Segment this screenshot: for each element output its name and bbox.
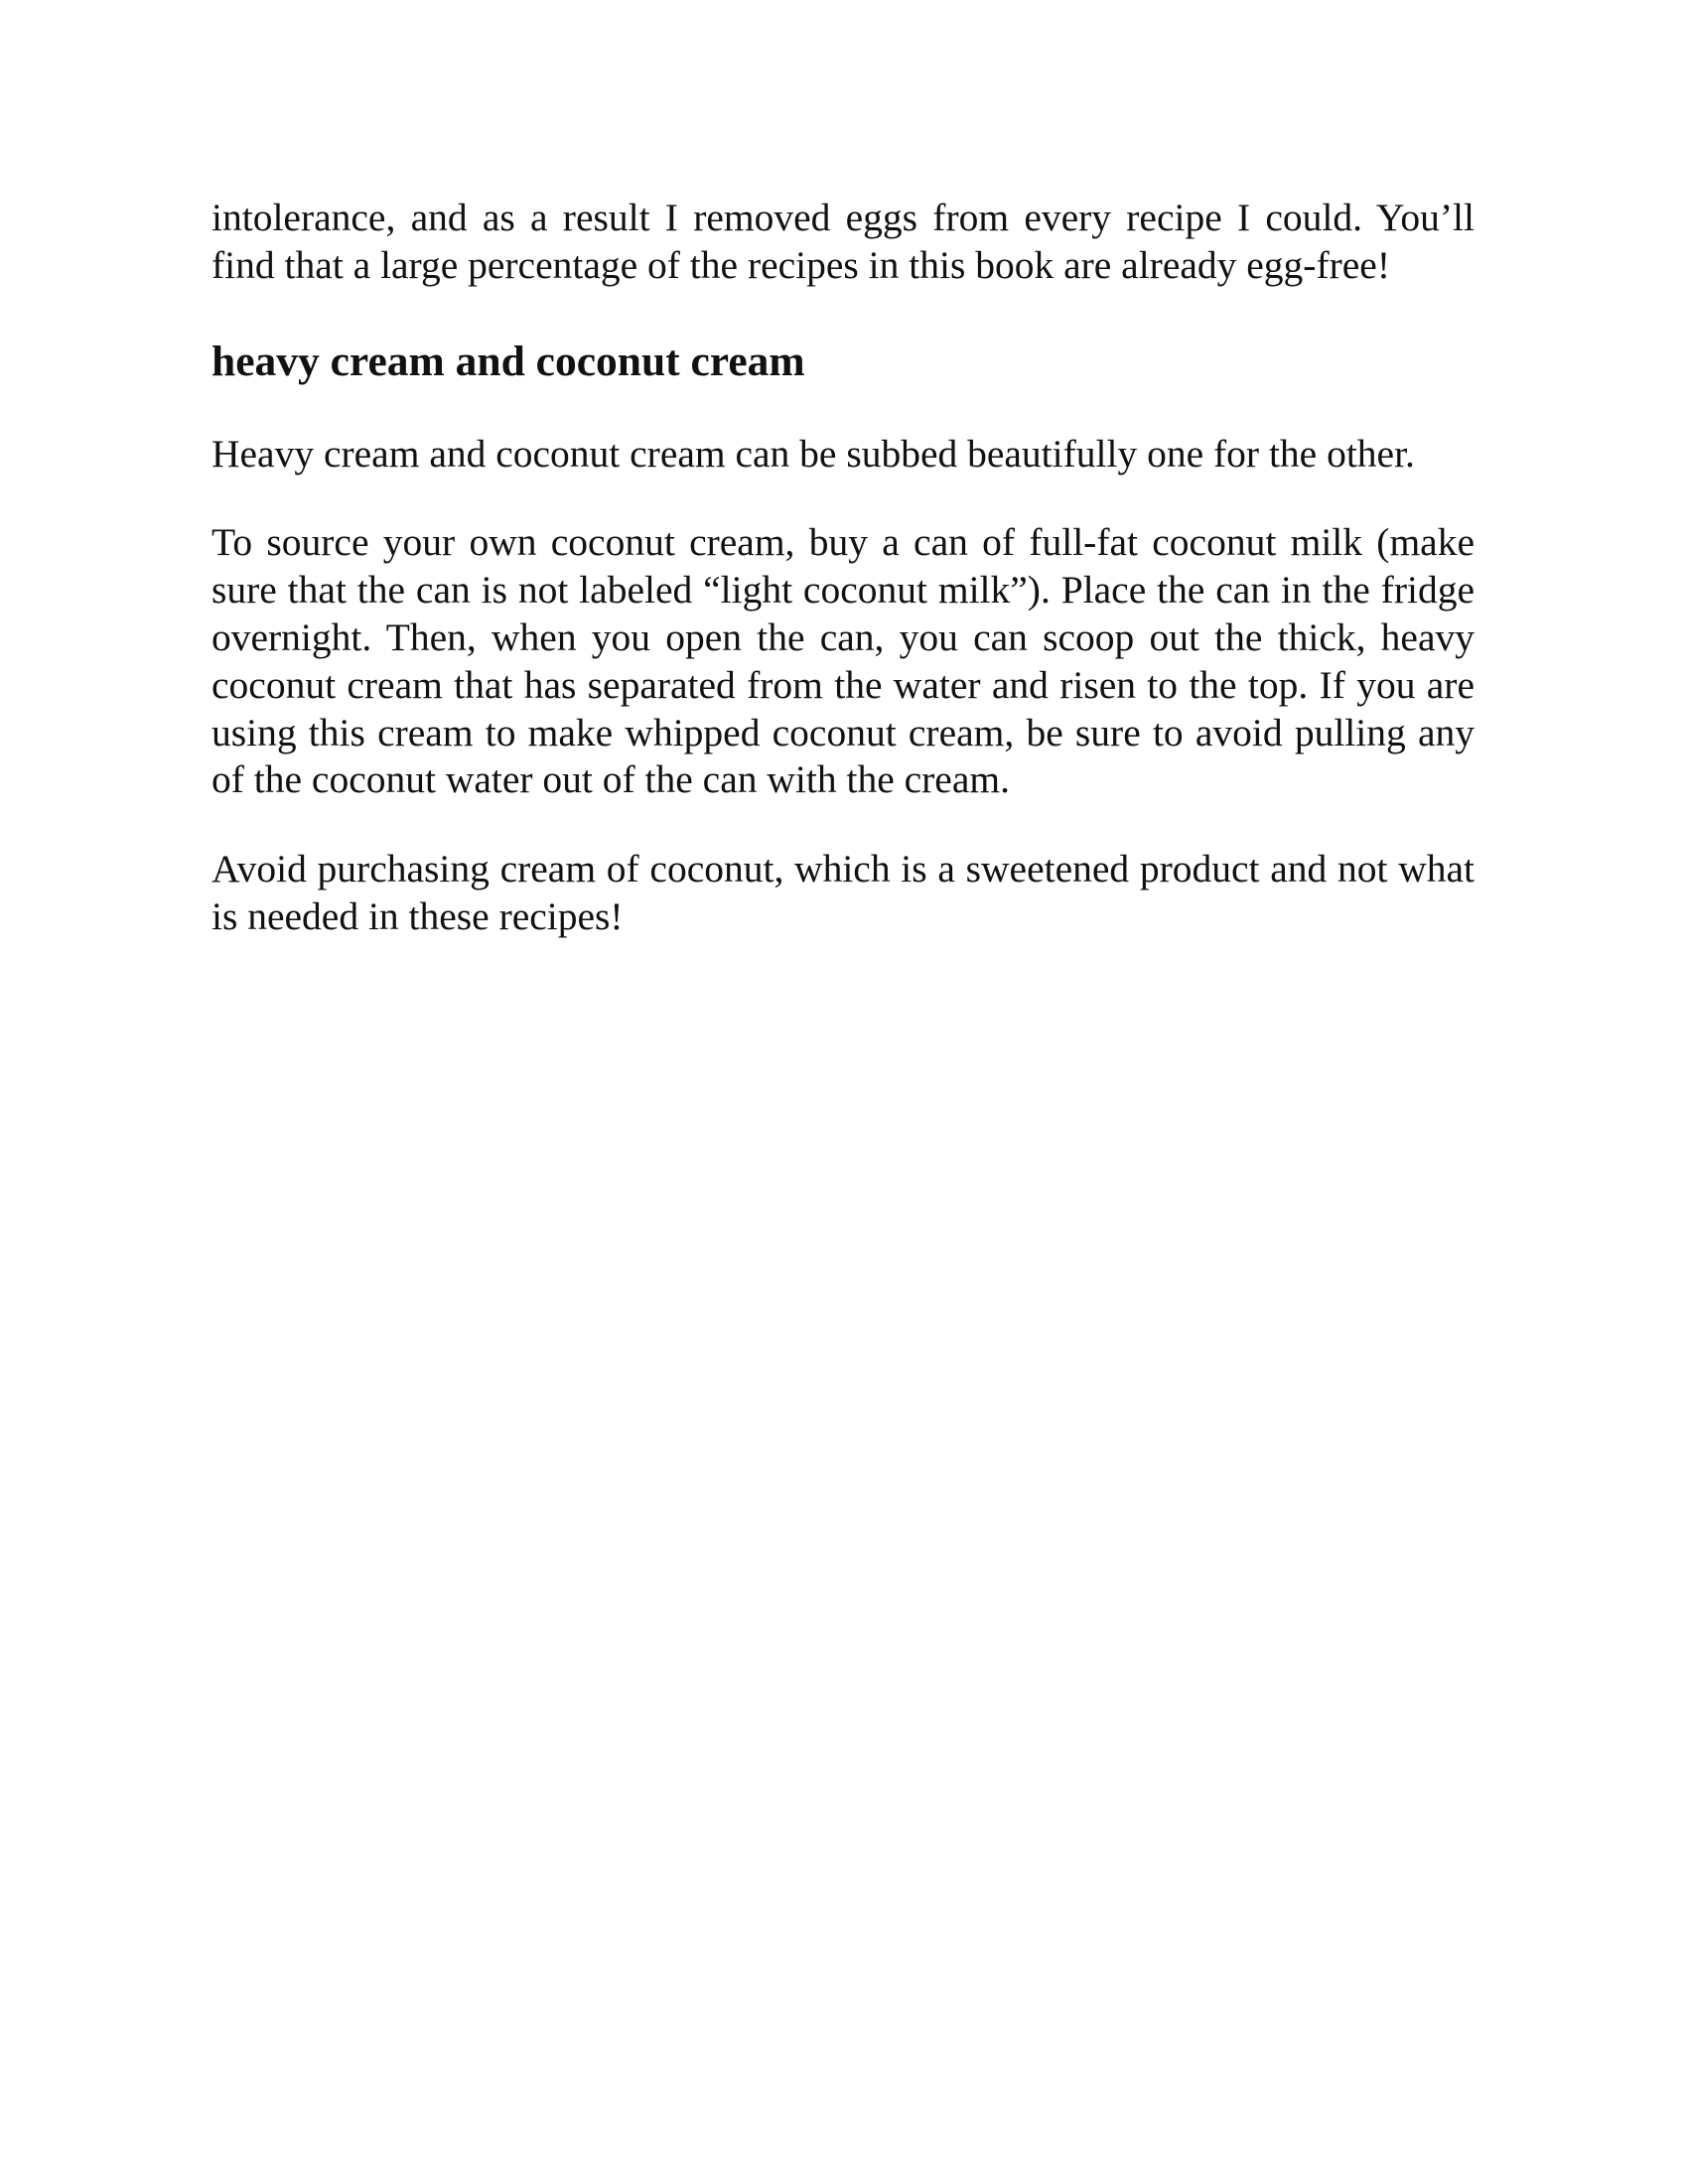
body-paragraph-avoid: Avoid purchasing cream of coconut, which is a sweetened product and not what is needed in these recipes!: [211, 847, 1475, 938]
body-paragraph-substitution: Heavy cream and coconut cream can be subbed beautifully one for the other.: [211, 431, 1415, 476]
section-heading: heavy cream and coconut cream: [211, 337, 805, 385]
intro-paragraph: intolerance, and as a result I removed eggs from every recipe I could. You’ll find that a large percentage of the recipes in this book are already egg-free!: [211, 196, 1475, 287]
page-content: [211, 195, 1475, 941]
body-paragraph-sourcing: To source your own coconut cream, buy a can of full-fat coconut milk (make sure that the can is not labeled “light coconut milk”). Place the can in the fridge overnight. Then, when you open the can, you can scoop out the thick, heavy coconut cream that has separated from the water and risen to the top. If you are using this cream to make whipped coconut cream, be sure to avoid pulling any of the coconut water out of the can with the cream.: [211, 520, 1475, 802]
